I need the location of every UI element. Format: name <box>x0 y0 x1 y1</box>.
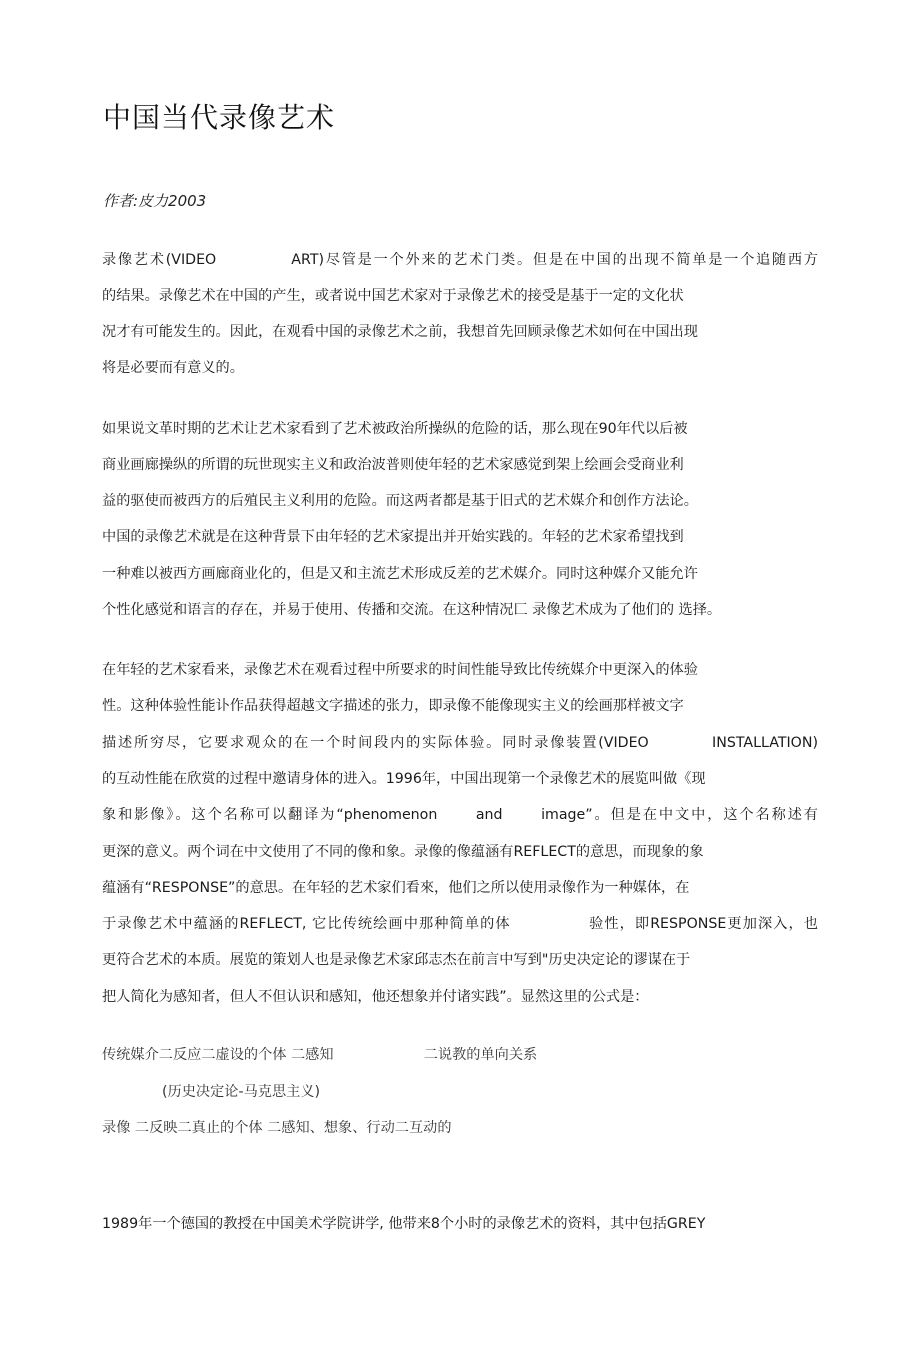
formula-line-video: 录像 二反映二真止的个体 二感知、想象、行动二互动的 <box>102 1120 452 1136</box>
paragraph-line: 录像艺术(VIDEO ART)尽管是一个外来的艺术门类。但是在中国的出现不简单是一个追随西方 <box>102 252 818 268</box>
author-line: 作者:皮力2003 <box>103 192 207 210</box>
paragraph-line: 商业画廊操纵的所谓的玩世现实主义和政治波普则使年轻的艺术家感觉到架上绘画会受商业利 <box>102 457 684 473</box>
paragraph-line: 蕴涵有“RESPONSE”的意思。在年轻的艺术家们看來，他们之所以使用录像作为一种媒体，在 <box>102 880 690 896</box>
paragraph-line: 1989年一个德国的教授在中国美术学院讲学, 他带来8个小时的录像艺术的资料，其中包括GREY <box>102 1216 706 1232</box>
document-title: 中国当代录像艺术 <box>103 101 336 134</box>
paragraph-line: 于录像艺术中蕴涵的REFLECT, 它比传统绘画中那种简单的体 验性，即RESPONSE更加深入，也 <box>102 916 818 932</box>
paragraph-line: 把人简化为感知者，但人不但认识和感知，他还想象并付诸实践”。显然这里的公式是： <box>102 989 649 1005</box>
paragraph-line: 在年轻的艺术家看来，录像艺术在观看过程中所要求的时间性能导致比传统媒介中更深入的体验 <box>102 662 698 678</box>
paragraph-line: 的结果。录像艺术在中国的产生，或者说中国艺术家对于录像艺术的接受是基于一定的文化状 <box>102 288 684 304</box>
paragraph-line: 中国的录像艺术就是在这种背景下由年轻的艺术家提出并开始实践的。年轻的艺术家希望找到 <box>102 529 684 545</box>
formula-line-traditional: 传统媒介二反应二虚设的个体 二感知 二说教的单向关系 <box>102 1047 538 1063</box>
paragraph-line: 况才有可能发生的。因此，在观看中国的录像艺术之前，我想首先回顾录像艺术如何在中国出现 <box>102 324 698 340</box>
paragraph-line: 性。这种体验性能讣作品获得超越文字描述的张力，即录像不能像现实主义的绘画那样被文字 <box>102 698 684 714</box>
paragraph-line: 益的驱使而被西方的后殖民主义利用的危险。而这两者都是基于旧式的艺术媒介和创作方法论。 <box>102 493 698 509</box>
paragraph-line: 个性化感觉和语言的存在，并易于使用、传播和交流。在这种情况匚 录像艺术成为了他们的 选择。 <box>102 602 722 618</box>
paragraph-line: 象和影像》。这个名称可以翻译为“phenomenon and image”。但是在中文中，这个名称述有 <box>102 807 818 823</box>
paragraph-line: 更符合艺术的本质。展览的策划人也是录像艺术家邱志杰在前言中写到"历史决定论的谬谋在于 <box>102 952 691 968</box>
paragraph-line: 一种难以被西方画廊商业化的，但是又和主流艺术形成反差的艺术媒介。同时这种媒介又能允许 <box>102 566 698 582</box>
paragraph-line: 描述所穷尽，它要求观众的在一个时间段内的实际体验。同时录像装置(VIDEO INSTALLATION) <box>102 735 818 751</box>
paragraph-line: 如果说文革时期的艺术让艺术家看到了艺术被政治所操纵的危险的话，那么现在90年代以后被 <box>102 421 688 437</box>
paragraph-line: 的互动性能在欣赏的过程中邀请身体的进入。1996年，中国出现第一个录像艺术的展览叫做《现 <box>102 771 706 787</box>
paragraph-line: 将是必要而有意义的。 <box>102 360 244 376</box>
paragraph-line: 更深的意义。两个词在中文使用了不同的像和象。录像的像蕴涵有REFLECT的意思，而现象的象 <box>102 844 704 860</box>
formula-line-note: (历史决定论-马克思主义) <box>162 1084 321 1100</box>
